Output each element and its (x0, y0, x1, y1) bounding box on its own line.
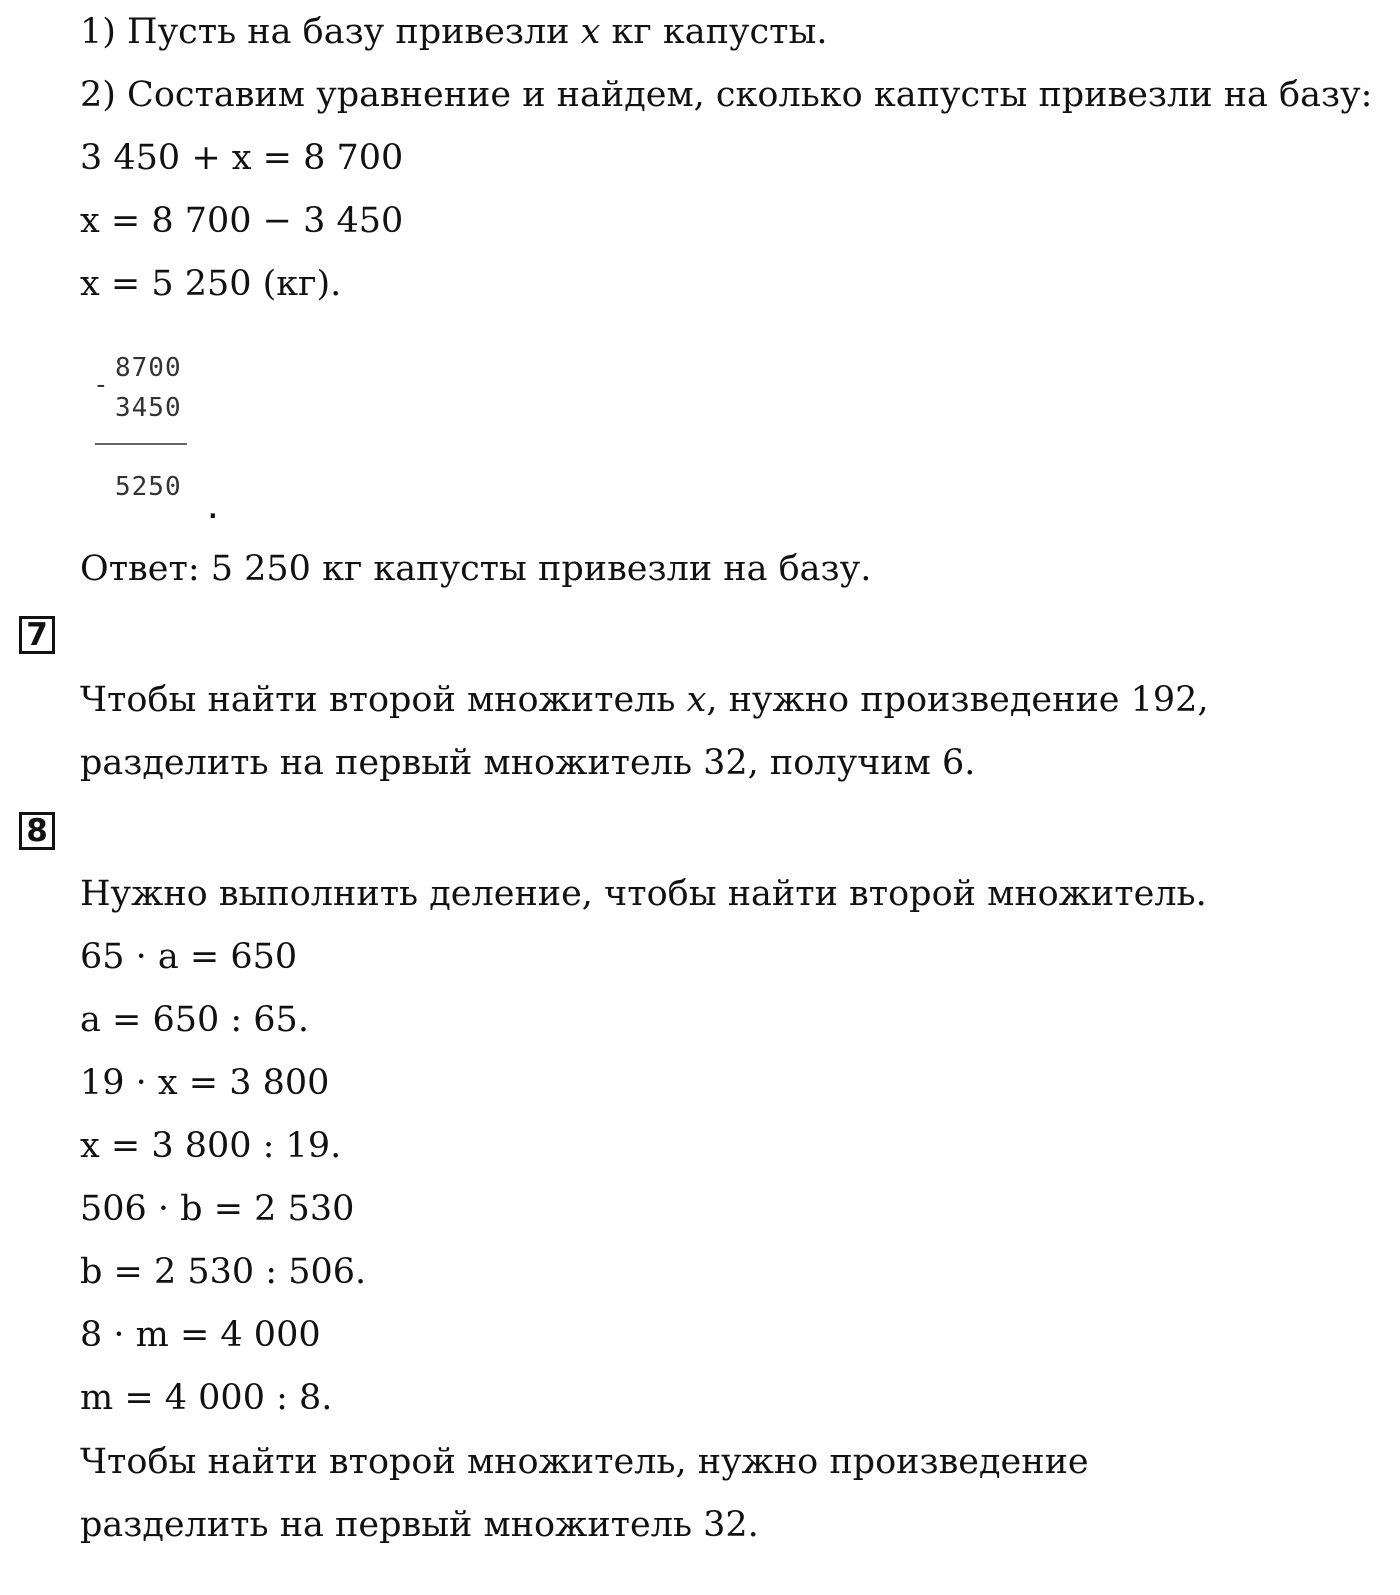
minuend: 8700 (115, 353, 182, 383)
task-8-intro: Нужно выполнить деление, чтобы найти второй множитель. (80, 874, 1207, 914)
variable-x: x (686, 680, 707, 720)
equation-line: 65 · a = 650 (80, 937, 298, 977)
task-7-text-end: , нужно произведение 192, (706, 680, 1209, 720)
task-number-box-7: 7 (19, 616, 55, 654)
column-divider-line (95, 443, 187, 445)
minus-sign: - (93, 370, 110, 400)
task-7-line-2: разделить на первый множитель 32, получим 6. (80, 743, 976, 783)
equation-line: x = 3 800 : 19. (80, 1126, 342, 1166)
task-8-conclusion-2: разделить на первый множитель 32. (80, 1505, 759, 1545)
equation-line: 19 · x = 3 800 (80, 1063, 330, 1103)
step-1-text: 1) Пусть на базу привезли (80, 12, 581, 52)
task-7-line-1 (80, 678, 1209, 722)
task-number-box-8: 8 (19, 812, 55, 850)
answer-line: Ответ: 5 250 кг капусты привезли на базу. (80, 549, 872, 589)
difference: 5250 (115, 472, 182, 502)
subtrahend: 3450 (115, 393, 182, 423)
step-2-line: 2) Составим уравнение и найдем, сколько капусты привезли на базу: (80, 75, 1373, 115)
trailing-dot: . (205, 495, 222, 525)
equation-line: 8 · m = 4 000 (80, 1315, 321, 1355)
task-8-conclusion-1: Чтобы найти второй множитель, нужно произведение (80, 1442, 1089, 1482)
equation-line: b = 2 530 : 506. (80, 1252, 367, 1292)
step-1-end: кг капусты. (600, 12, 828, 52)
variable-x: x (580, 12, 601, 52)
equation-line: m = 4 000 : 8. (80, 1378, 333, 1418)
equation-line: x = 8 700 − 3 450 (80, 201, 404, 241)
equation-line: 506 · b = 2 530 (80, 1189, 355, 1229)
equation-line: x = 5 250 (кг). (80, 264, 342, 304)
task-7-text: Чтобы найти второй множитель (80, 680, 687, 720)
equation-line: 3 450 + x = 8 700 (80, 138, 404, 178)
step-1-line (80, 10, 827, 54)
equation-line: a = 650 : 65. (80, 1000, 309, 1040)
